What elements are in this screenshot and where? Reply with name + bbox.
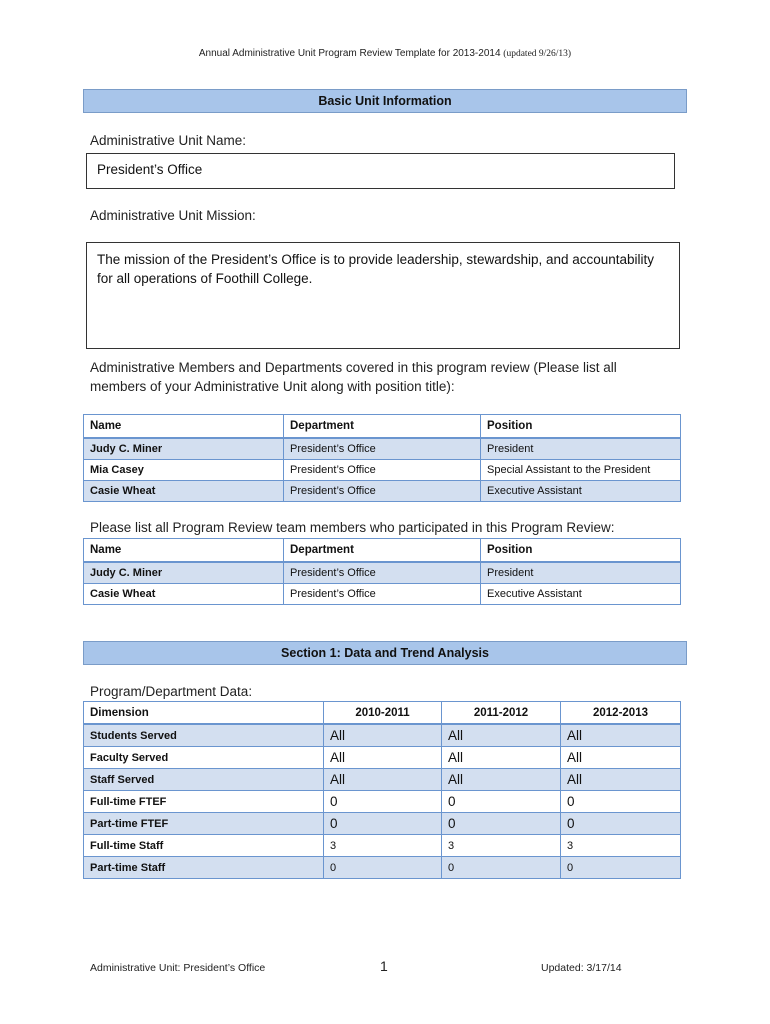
table-row	[84, 769, 681, 791]
table-cell: Casie Wheat	[84, 481, 284, 502]
team-intro: Please list all Program Review team members who participated in this Program Review:	[90, 520, 615, 535]
table-row	[84, 584, 681, 605]
table-cell: Full-time FTEF	[84, 791, 324, 813]
table-cell: All	[561, 724, 681, 747]
column-header: Dimension	[84, 702, 324, 725]
column-header: Name	[84, 415, 284, 439]
table-cell: Students Served	[84, 724, 324, 747]
table-cell: 3	[442, 835, 561, 857]
table-row	[84, 460, 681, 481]
column-header: Department	[284, 539, 481, 563]
table-row	[84, 747, 681, 769]
table-row	[84, 791, 681, 813]
table-row	[84, 481, 681, 502]
table-cell: All	[442, 747, 561, 769]
table-cell: 0	[324, 813, 442, 835]
table-cell: Executive Assistant	[481, 481, 681, 502]
table-row	[84, 724, 681, 747]
table-cell: All	[324, 724, 442, 747]
page-header	[0, 48, 770, 59]
table-row	[84, 835, 681, 857]
table-row	[84, 857, 681, 879]
table-cell: 0	[324, 791, 442, 813]
table-cell: Part-time FTEF	[84, 813, 324, 835]
table-cell: All	[324, 747, 442, 769]
footer-unit: Administrative Unit: President’s Office	[90, 962, 266, 974]
footer-updated: Updated: 3/17/14	[541, 962, 622, 974]
table-cell: Executive Assistant	[481, 584, 681, 605]
table-cell: 0	[442, 791, 561, 813]
table-header-row	[84, 539, 681, 563]
table-cell: Faculty Served	[84, 747, 324, 769]
table-cell: Judy C. Miner	[84, 438, 284, 460]
table-cell: Judy C. Miner	[84, 562, 284, 584]
table-header-row	[84, 702, 681, 725]
table-cell: Mia Casey	[84, 460, 284, 481]
table-cell: 0	[324, 857, 442, 879]
column-header: 2010-2011	[324, 702, 442, 725]
page-number: 1	[380, 958, 388, 974]
column-header: Department	[284, 415, 481, 439]
table-row	[84, 562, 681, 584]
table-cell: All	[561, 769, 681, 791]
table-cell: Part-time Staff	[84, 857, 324, 879]
column-header: Name	[84, 539, 284, 563]
table-cell: President’s Office	[284, 584, 481, 605]
table-cell: Special Assistant to the President	[481, 460, 681, 481]
table-cell: All	[442, 769, 561, 791]
table-cell: 0	[561, 857, 681, 879]
section1-header: Section 1: Data and Trend Analysis	[83, 641, 687, 665]
table-cell: 3	[324, 835, 442, 857]
column-header: 2011-2012	[442, 702, 561, 725]
table-cell: Staff Served	[84, 769, 324, 791]
table-row	[84, 813, 681, 835]
members-table	[83, 414, 681, 502]
table-cell: Full-time Staff	[84, 835, 324, 857]
program-data-table	[83, 701, 681, 879]
header-updated: (updated 9/26/13)	[503, 49, 572, 59]
table-cell: 0	[561, 813, 681, 835]
mission-label: Administrative Unit Mission:	[90, 208, 256, 223]
unit-name-label: Administrative Unit Name:	[90, 133, 247, 148]
mission-field[interactable]: The mission of the President’s Office is to provide leadership, stewardship, and accountability for all operations of Foothill College.	[86, 242, 680, 349]
table-cell: 0	[442, 813, 561, 835]
table-row	[84, 438, 681, 460]
basic-unit-section-header: Basic Unit Information	[83, 89, 687, 113]
table-cell: President’s Office	[284, 460, 481, 481]
table-cell: President’s Office	[284, 562, 481, 584]
table-cell: Casie Wheat	[84, 584, 284, 605]
table-cell: All	[442, 724, 561, 747]
column-header: Position	[481, 539, 681, 563]
column-header: Position	[481, 415, 681, 439]
table-cell: All	[561, 747, 681, 769]
table-cell: 0	[442, 857, 561, 879]
members-intro: Administrative Members and Departments covered in this program review (Please list all members of your Administrative Unit along with position title):	[90, 360, 617, 394]
column-header: 2012-2013	[561, 702, 681, 725]
table-cell: 3	[561, 835, 681, 857]
program-data-label: Program/Department Data:	[90, 684, 253, 699]
table-cell: President’s Office	[284, 438, 481, 460]
table-cell: President	[481, 562, 681, 584]
table-cell: President	[481, 438, 681, 460]
unit-name-field[interactable]: President’s Office	[86, 153, 675, 189]
table-header-row	[84, 415, 681, 439]
table-cell: President’s Office	[284, 481, 481, 502]
table-cell: All	[324, 769, 442, 791]
header-title: Annual Administrative Unit Program Review Template for 2013-2014	[198, 48, 501, 59]
table-cell: 0	[561, 791, 681, 813]
team-table	[83, 538, 681, 605]
